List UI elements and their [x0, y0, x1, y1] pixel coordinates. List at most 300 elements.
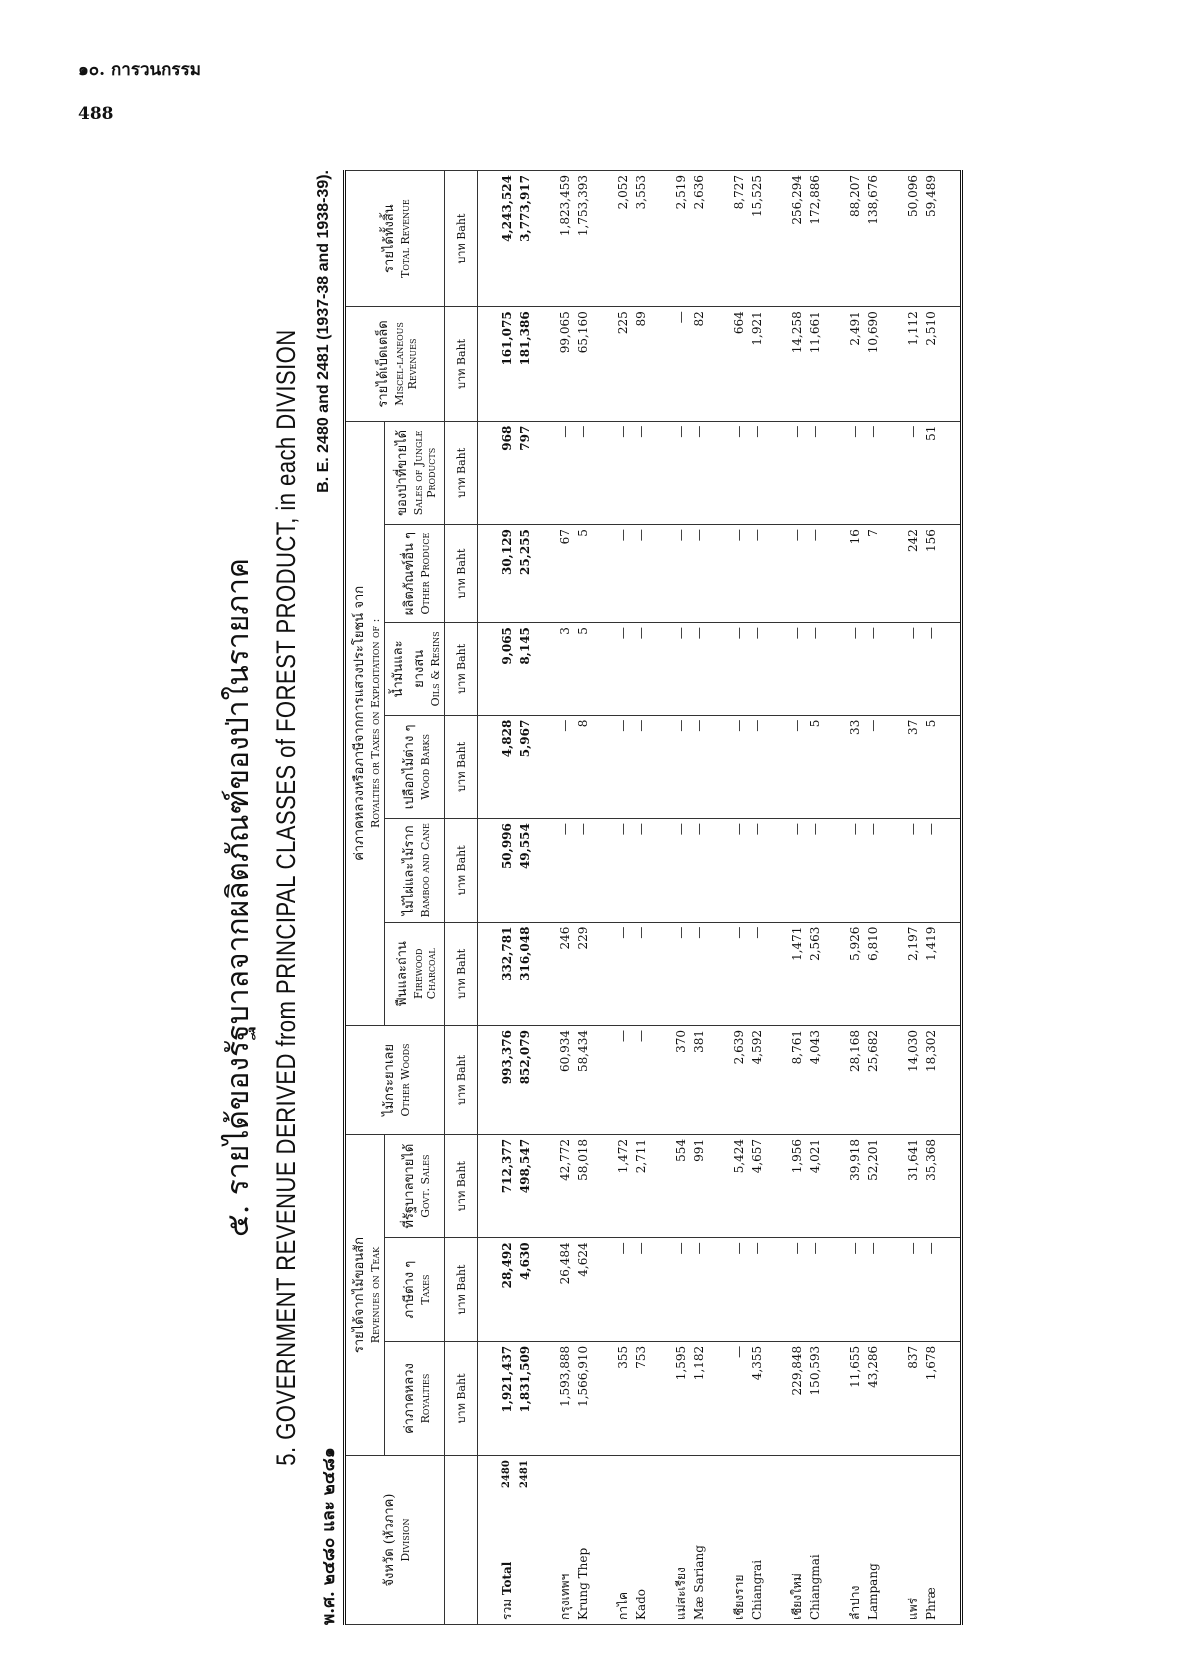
value-2481: —	[750, 529, 764, 542]
value-2481: 15,525	[750, 175, 764, 217]
value-cell	[496, 1026, 536, 1135]
column-header-english: Miscel-laneous Revenues	[392, 322, 419, 406]
spacer-row	[594, 171, 612, 1625]
spacer-cell	[884, 922, 902, 1025]
spacer-cell	[594, 1134, 612, 1237]
value-2480: —	[790, 529, 804, 542]
division-english: Lampang	[866, 1563, 880, 1620]
spacer-cell	[710, 1341, 728, 1455]
value-2481: —	[634, 529, 648, 542]
column-header-english: Firewood Charcoal	[412, 948, 438, 1000]
value-cell	[612, 171, 652, 307]
value-cell	[554, 525, 594, 623]
spacer-cell	[478, 819, 497, 922]
value-2481: 753	[634, 1345, 648, 1369]
value-2480: —	[906, 823, 920, 836]
value-2481: —	[866, 719, 880, 732]
value-cell	[728, 525, 768, 623]
value-2481: 51	[924, 425, 938, 441]
spacer-cell	[826, 819, 844, 922]
spacer-cell	[478, 1134, 497, 1237]
value-2481: 498,547	[518, 1138, 532, 1194]
column-header	[385, 715, 445, 818]
value-2480: 31,641	[906, 1138, 920, 1181]
spacer-cell	[884, 1134, 902, 1237]
division-header-english: Division	[399, 1518, 412, 1562]
value-2480: 16	[848, 529, 862, 545]
value-cell	[786, 1134, 826, 1237]
units-cell: บาท Baht	[445, 819, 478, 922]
division-english: Total	[500, 1561, 514, 1596]
value-cell	[554, 922, 594, 1025]
spacer-cell	[710, 922, 728, 1025]
value-cell	[554, 1341, 594, 1455]
spacer-row	[826, 171, 844, 1625]
value-2481: —	[634, 627, 648, 640]
value-cell	[496, 715, 536, 818]
spacer-cell	[652, 525, 670, 623]
spacer-cell	[768, 171, 786, 307]
value-2481: 3,553	[634, 175, 648, 210]
value-cell	[728, 922, 768, 1025]
spacer-cell	[536, 525, 554, 623]
value-2480: —	[616, 1030, 630, 1043]
division-cell	[728, 1456, 768, 1625]
table-row	[554, 171, 594, 1625]
column-header-english: Total Revenue	[399, 199, 412, 278]
value-2480: 554	[674, 1138, 688, 1162]
units-row	[445, 171, 478, 1625]
value-cell	[496, 171, 536, 307]
column-header-english: Royalties	[418, 1373, 432, 1424]
value-2480: —	[616, 1242, 630, 1255]
table-title-thai: ๕. รายได้ของรัฐบาลจากผลิตภัณฑ์ของป่าในรายภาค	[221, 558, 256, 1237]
value-cell	[728, 1238, 768, 1341]
division-cell	[554, 1456, 594, 1625]
spacer-cell	[826, 1456, 844, 1625]
column-header-thai: เปลือกไม้ต่าง ๆ	[401, 724, 417, 810]
value-2481: —	[808, 627, 822, 640]
division-cell	[612, 1456, 652, 1625]
value-2481: 2,711	[634, 1138, 648, 1174]
column-header-thai: ฟืนและถ่าน	[395, 941, 410, 1007]
value-cell	[902, 922, 942, 1025]
page-number: 488	[78, 104, 114, 124]
value-2480: 60,934	[558, 1030, 572, 1073]
value-2480: —	[674, 1242, 688, 1255]
value-2480: 1,921,437	[500, 1345, 514, 1413]
value-2480: —	[558, 823, 572, 836]
value-2481: 4,657	[750, 1138, 764, 1174]
value-cell	[496, 623, 536, 716]
value-2480: —	[790, 627, 804, 640]
value-2481: —	[634, 1242, 648, 1255]
value-2481: —	[750, 719, 764, 732]
spacer-cell	[710, 1134, 728, 1237]
division-header	[345, 1456, 445, 1625]
value-cell	[496, 525, 536, 623]
spacer-cell	[942, 1456, 962, 1625]
column-header-english: Taxes	[418, 1274, 432, 1305]
value-cell	[496, 1134, 536, 1237]
spacer-cell	[594, 922, 612, 1025]
value-2481: —	[924, 823, 938, 836]
spacer-cell	[768, 715, 786, 818]
column-header-english: Other Woods	[399, 1043, 412, 1117]
value-2481: —	[924, 1242, 938, 1255]
value-cell	[786, 421, 826, 524]
value-cell	[554, 421, 594, 524]
spacer-cell	[536, 1341, 554, 1455]
value-2481: 7	[866, 529, 880, 537]
spacer-cell	[594, 1456, 612, 1625]
column-header	[345, 307, 445, 421]
value-2480: 4,243,524	[500, 175, 514, 242]
column-header-thai: รายได้เบ็ดเตล็ด	[375, 320, 391, 408]
teak-group-english: Revenues on Teak	[369, 1246, 382, 1344]
value-2481: 1,566,910	[576, 1345, 590, 1407]
value-2480: 8,761	[790, 1030, 804, 1065]
spacer-cell	[710, 819, 728, 922]
value-cell	[496, 307, 536, 421]
spacer-cell	[478, 1238, 497, 1341]
value-cell	[844, 1238, 884, 1341]
value-cell	[902, 623, 942, 716]
value-2481: —	[634, 719, 648, 732]
division-thai: เชียงราย	[732, 1574, 746, 1620]
value-2480: 42,772	[558, 1138, 572, 1181]
value-2480: —	[674, 627, 688, 640]
value-cell	[786, 922, 826, 1025]
value-2481: 8	[576, 719, 590, 728]
division-thai: ลำปาง	[848, 1585, 862, 1620]
table-row	[786, 171, 826, 1625]
spacer-cell	[478, 1456, 497, 1625]
value-cell	[728, 623, 768, 716]
value-2480: —	[848, 425, 862, 438]
value-2480: 968	[500, 425, 514, 451]
spacer-cell	[884, 307, 902, 421]
value-2481: 5	[924, 719, 938, 728]
spacer-row	[478, 171, 497, 1625]
spacer-cell	[594, 715, 612, 818]
column-header	[385, 1238, 445, 1341]
value-cell	[670, 715, 710, 818]
royalty-group-header	[345, 421, 385, 1025]
royalty-group-english: Royalties or Taxes on Exploitation of :	[369, 618, 382, 828]
value-2480: 67	[558, 529, 572, 545]
spacer-cell	[826, 1026, 844, 1135]
spacer-cell	[536, 171, 554, 307]
column-header-english: Sales of Jungle Products	[412, 430, 438, 516]
spacer-cell	[652, 421, 670, 524]
years-thai: พ.ศ. ๒๔๘๐ และ ๒๔๘๑	[319, 1447, 339, 1625]
spacer-cell	[768, 922, 786, 1025]
units-cell: บาท Baht	[445, 307, 478, 421]
value-2480: 370	[674, 1030, 688, 1053]
value-cell	[786, 171, 826, 307]
spacer-cell	[710, 525, 728, 623]
value-cell	[612, 819, 652, 922]
value-2480: 50,096	[906, 175, 920, 217]
value-2481: —	[750, 1242, 764, 1255]
section-heading: ๑๐. การวนกรรม	[78, 60, 201, 80]
value-cell	[844, 171, 884, 307]
spacer-cell	[768, 421, 786, 524]
division-english: Chiangmai	[808, 1554, 822, 1620]
value-2480: 1,956	[790, 1138, 804, 1174]
column-header	[385, 1341, 445, 1455]
spacer-cell	[710, 1456, 728, 1625]
value-2481: —	[692, 926, 706, 939]
value-cell	[844, 1341, 884, 1455]
rotated-table-page	[215, 170, 1075, 1625]
value-cell	[670, 1026, 710, 1135]
spacer-cell	[536, 1026, 554, 1135]
spacer-cell	[594, 421, 612, 524]
value-2480: 837	[906, 1345, 920, 1369]
value-cell	[670, 819, 710, 922]
value-cell	[496, 1238, 536, 1341]
value-2481: —	[750, 926, 764, 939]
value-2481: —	[750, 823, 764, 836]
value-2481: 4,355	[750, 1345, 764, 1381]
spacer-cell	[478, 421, 497, 524]
value-2481: 25,682	[866, 1030, 880, 1073]
value-2480: —	[674, 823, 688, 836]
spacer-cell	[826, 1238, 844, 1341]
value-2481: —	[750, 627, 764, 640]
value-2481: 2,510	[924, 311, 938, 346]
spacer-cell	[710, 623, 728, 716]
value-2480: 3	[558, 627, 572, 635]
value-cell	[670, 171, 710, 307]
value-cell	[728, 421, 768, 524]
value-2481: 4,043	[808, 1030, 822, 1065]
column-header-thai: ไม้ไผ่และไม้ราก	[401, 825, 417, 916]
spacer-cell	[942, 1134, 962, 1237]
value-cell	[670, 307, 710, 421]
value-2480: 2,491	[848, 311, 862, 346]
value-cell	[902, 171, 942, 307]
table-row	[844, 171, 884, 1625]
division-english: Phræ	[924, 1587, 938, 1620]
spacer-cell	[594, 525, 612, 623]
spacer-cell	[652, 922, 670, 1025]
value-cell	[786, 307, 826, 421]
spacer-cell	[594, 307, 612, 421]
value-2480: 1,472	[616, 1138, 630, 1174]
value-2481: 8,145	[518, 627, 532, 665]
spacer-cell	[478, 525, 497, 623]
value-2481: 5	[808, 719, 822, 728]
division-thai: เชียงใหม่	[790, 1573, 804, 1620]
value-cell	[554, 623, 594, 716]
value-2481: —	[692, 1242, 706, 1255]
spacer-row	[768, 171, 786, 1625]
value-cell	[612, 525, 652, 623]
spacer-cell	[942, 715, 962, 818]
value-2481: —	[634, 926, 648, 939]
column-header	[385, 1134, 445, 1237]
value-cell	[496, 922, 536, 1025]
value-2480: 2,052	[616, 175, 630, 210]
value-2480: 2,639	[732, 1030, 746, 1065]
column-header	[345, 171, 445, 307]
spacer-cell	[942, 1238, 962, 1341]
value-2481: 2,636	[692, 175, 706, 210]
value-2480: —	[790, 425, 804, 438]
value-2480: —	[616, 627, 630, 640]
value-2481: 58,434	[576, 1030, 590, 1073]
column-header	[385, 922, 445, 1025]
spacer-cell	[884, 1238, 902, 1341]
column-header-thai: ไม้กระยาเลย	[382, 1044, 397, 1116]
division-english: Krung Thep	[576, 1547, 590, 1620]
spacer-cell	[826, 171, 844, 307]
value-cell	[612, 922, 652, 1025]
value-cell	[612, 421, 652, 524]
spacer-cell	[652, 819, 670, 922]
value-cell	[670, 922, 710, 1025]
spacer-cell	[536, 307, 554, 421]
value-cell	[902, 525, 942, 623]
value-2481: 1,831,509	[518, 1345, 532, 1413]
value-2481: 4,592	[750, 1030, 764, 1065]
value-2481: 5,967	[518, 719, 532, 758]
value-2480: —	[732, 1345, 746, 1358]
spacer-cell	[594, 171, 612, 307]
value-2480: —	[790, 823, 804, 836]
value-2481: —	[866, 1242, 880, 1255]
spacer-cell	[594, 1026, 612, 1135]
spacer-cell	[942, 525, 962, 623]
value-cell	[496, 1341, 536, 1455]
division-thai: แพร่	[906, 1597, 920, 1620]
spacer-cell	[478, 715, 497, 818]
revenue-table	[343, 170, 963, 1625]
spacer-cell	[594, 623, 612, 716]
value-2480: 1,593,888	[558, 1345, 572, 1407]
value-2481: 10,690	[866, 311, 880, 354]
value-2481: 1,678	[924, 1345, 938, 1381]
value-2481: —	[808, 823, 822, 836]
spacer-row	[536, 171, 554, 1625]
column-header-english: Other Produce	[418, 532, 432, 615]
spacer-cell	[536, 819, 554, 922]
value-cell	[902, 819, 942, 922]
spacer-cell	[710, 1238, 728, 1341]
value-2481: 25,255	[518, 529, 532, 576]
value-cell	[902, 715, 942, 818]
value-cell	[670, 1238, 710, 1341]
spacer-cell	[478, 307, 497, 421]
value-2481: 150,593	[808, 1345, 822, 1396]
value-cell	[844, 819, 884, 922]
column-header-english: Bamboo and Cane	[418, 823, 432, 918]
value-cell	[612, 715, 652, 818]
value-cell	[844, 525, 884, 623]
value-2481: 4,624	[576, 1242, 590, 1277]
value-2481: 1,753,393	[576, 175, 590, 237]
spacer-cell	[884, 525, 902, 623]
table-row	[612, 171, 652, 1625]
value-cell	[554, 1238, 594, 1341]
table-row	[496, 171, 536, 1625]
value-2481: 35,368	[924, 1138, 938, 1181]
value-2480: 2,197	[906, 926, 920, 961]
value-2481: 82	[692, 311, 706, 327]
value-cell	[786, 819, 826, 922]
value-2480: 1,823,459	[558, 175, 572, 237]
spacer-cell	[478, 623, 497, 716]
column-header	[385, 525, 445, 623]
spacer-cell	[768, 525, 786, 623]
value-2481: 5	[576, 529, 590, 537]
spacer-cell	[942, 623, 962, 716]
value-2481: 381	[692, 1030, 706, 1053]
value-cell	[786, 1238, 826, 1341]
division-thai: กาไค	[616, 1591, 630, 1620]
column-header-thai: รายได้ทั้งสิ้น	[382, 204, 397, 273]
spacer-cell	[942, 171, 962, 307]
value-2481: —	[576, 823, 590, 836]
column-header-thai: ผลิตภัณฑ์อื่น ๆ	[401, 531, 417, 616]
column-header-thai: ภาษีต่าง ๆ	[401, 1260, 417, 1319]
value-cell	[554, 171, 594, 307]
value-cell	[786, 1341, 826, 1455]
spacer-cell	[594, 819, 612, 922]
value-2481: 59,489	[924, 175, 938, 217]
value-cell	[902, 1026, 942, 1135]
spacer-cell	[710, 421, 728, 524]
value-2481: 49,554	[518, 823, 532, 870]
value-cell	[902, 307, 942, 421]
value-2481: —	[692, 823, 706, 836]
value-2480: —	[732, 823, 746, 836]
spacer-cell	[652, 1238, 670, 1341]
value-2480: 332,781	[500, 926, 514, 981]
spacer-cell	[710, 171, 728, 307]
spacer-cell	[652, 171, 670, 307]
spacer-cell	[652, 1026, 670, 1135]
value-cell	[496, 819, 536, 922]
spacer-cell	[536, 1238, 554, 1341]
value-cell	[728, 307, 768, 421]
spacer-cell	[826, 715, 844, 818]
value-2481: —	[634, 1030, 648, 1043]
value-2480: 256,294	[790, 175, 804, 225]
value-2481: 2,563	[808, 926, 822, 961]
value-2480: 39,918	[848, 1138, 862, 1181]
value-2481: —	[634, 425, 648, 438]
value-cell	[728, 1026, 768, 1135]
value-cell	[554, 715, 594, 818]
value-cell	[728, 1341, 768, 1455]
spacer-cell	[826, 922, 844, 1025]
spacer-cell	[768, 819, 786, 922]
value-2481: —	[808, 1242, 822, 1255]
spacer-row	[942, 171, 962, 1625]
value-2481: 3,773,917	[518, 175, 532, 242]
value-2481: 18,302	[924, 1030, 938, 1073]
units-cell: บาท Baht	[445, 715, 478, 818]
value-2481: —	[866, 627, 880, 640]
value-2481: 316,048	[518, 926, 532, 981]
spacer-cell	[710, 715, 728, 818]
spacer-cell	[884, 819, 902, 922]
value-cell	[786, 623, 826, 716]
